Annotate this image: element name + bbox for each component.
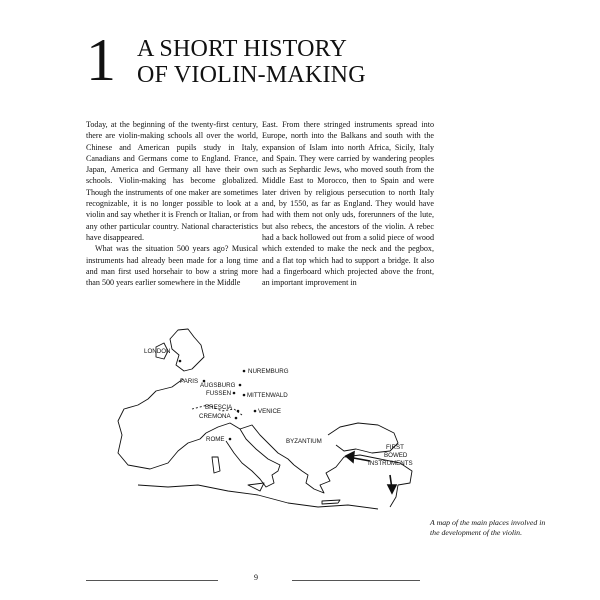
place-labels (144, 348, 413, 467)
text-column-right (262, 119, 434, 288)
label-london: LONDON (144, 348, 171, 355)
label-first: FIRST (386, 444, 404, 451)
map-sicily (248, 483, 264, 491)
europe-map (108, 325, 424, 510)
label-augsburg: AUGSBURG (200, 382, 236, 389)
marker-nuremburg (243, 370, 246, 373)
label-instruments: INSTRUMENTS (368, 460, 413, 467)
chapter-number: 1 (86, 27, 116, 93)
map-west-coast (118, 379, 206, 469)
chapter-title-line-2: OF VIOLIN-MAKING (137, 62, 366, 88)
marker-london (179, 360, 182, 363)
label-paris: PARIS (180, 378, 199, 385)
label-nuremburg: NUREMBURG (248, 368, 289, 375)
label-rome: ROME (206, 436, 225, 443)
page-number: 9 (254, 573, 258, 582)
text-column-left (86, 119, 258, 288)
label-mittenwald: MITTENWALD (247, 392, 288, 399)
marker-cremona (235, 417, 238, 420)
map-italy (206, 423, 280, 487)
map-sardinia (212, 457, 220, 473)
footer-rule-left (86, 580, 218, 581)
map-balkans (294, 457, 344, 493)
marker-brescia (237, 410, 240, 413)
marker-rome (229, 438, 232, 441)
body-paragraph-2-continued: East. From there stringed instruments spread into Europe, north into the Balkans and south with the expansion of Islam into north Africa, Sicily, Italy and Spain. They were carried by wandering peoples such as Sephardic Jews, who moved south from the Middle East to Morocco, then to Spain and were later driven by religious persecution to north Italy and, by 1550, as far as England. They would have had with them not only uds, forerunners of the lute, but also rebecs, the ancestors of the violin. A rebec had a back hollowed out from a solid piece of wood which extended to make the neck and the pegbox, and a flat top which had to support a bridge. It also had a fingerboard which projected above the front, an important improvement in (262, 120, 434, 288)
label-cremona: CREMONA (199, 413, 231, 420)
chapter-title-line-1: A SHORT HISTORY (137, 36, 348, 62)
marker-venice (254, 410, 257, 413)
label-fussen: FUSSEN (206, 390, 232, 397)
label-venice: VENICE (258, 408, 282, 415)
body-paragraph-2-start: What was the situation 500 years ago? Musical instruments had already been made for a long time and man first used horsehair to bow a string more than 500 years earlier somewhere in the Middle (86, 244, 258, 288)
map-north-africa (138, 485, 378, 509)
map-adriatic (240, 425, 294, 465)
label-byzantium: BYZANTIUM (286, 438, 322, 445)
marker-mittenwald (243, 394, 246, 397)
map-britain (170, 329, 204, 371)
map-crete (322, 500, 340, 504)
footer-rule-right (292, 580, 420, 581)
map-caption: A map of the main places involved in the development of the violin. (430, 518, 546, 537)
chapter-title (137, 36, 366, 88)
label-brescia: BRESCIA (205, 404, 233, 411)
label-bowed: BOWED (384, 452, 408, 459)
marker-augsburg (239, 384, 242, 387)
body-paragraph-1: Today, at the beginning of the twenty-first century, there are violin-making schools all over the world, Chinese and American pupils study in Italy, Canadians and Germans come to England. France, Japan, America and Germany all have their own schools. Violin-making has become globalized. Though the instruments of one maker are sometimes recognizable, it is no longer possible to look at a violin and say whether it is French or Italian, or from any other particular country. National characteristics have disappeared. (86, 120, 258, 242)
place-markers (179, 360, 257, 441)
marker-fussen (233, 392, 236, 395)
